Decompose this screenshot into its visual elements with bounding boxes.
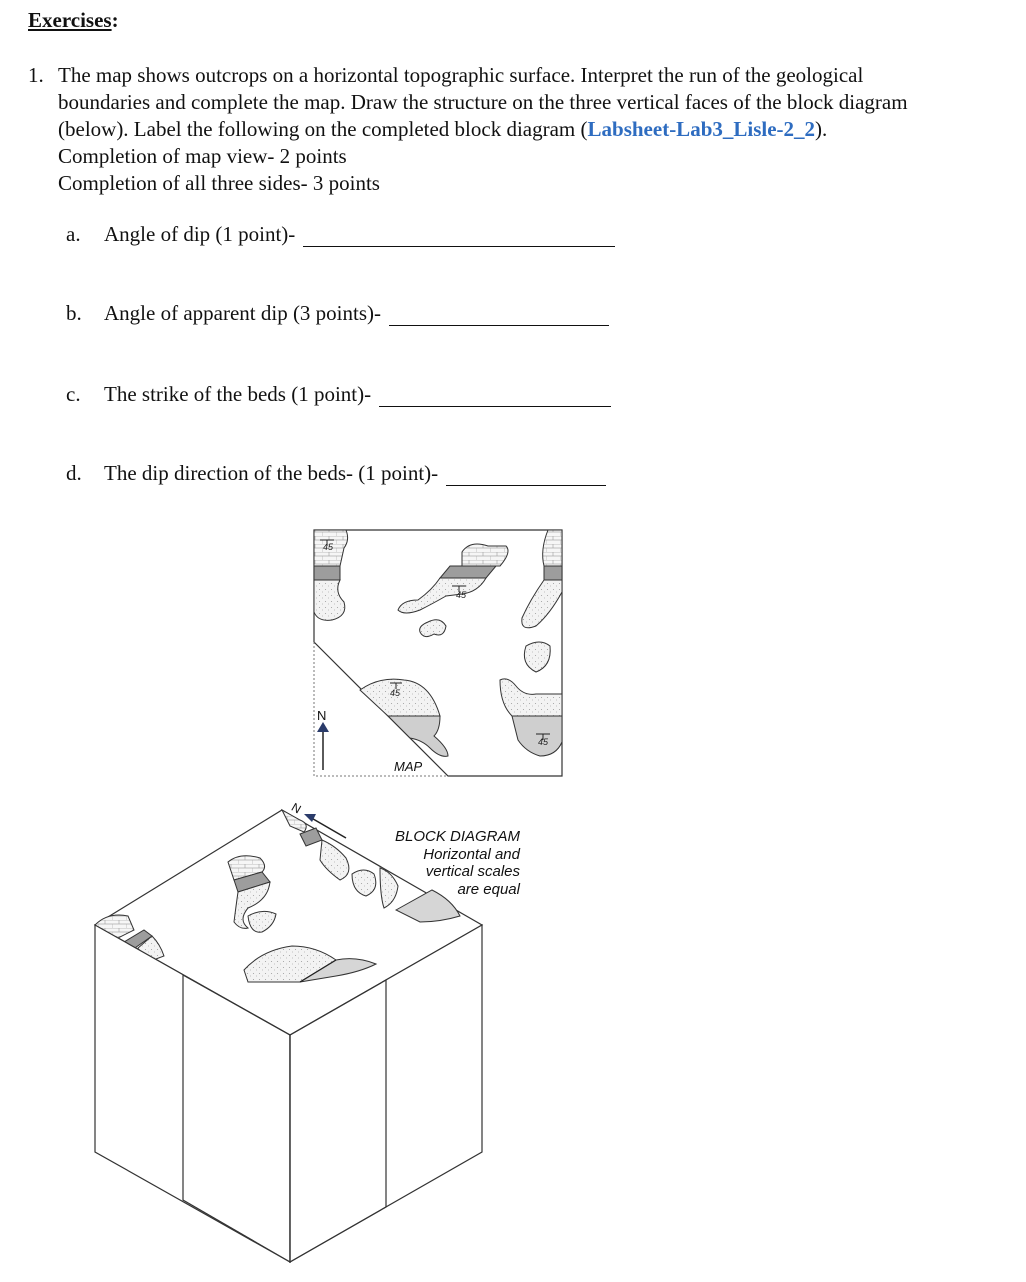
item-letter: a. [66, 222, 81, 246]
heading-colon: : [111, 8, 119, 32]
question-line-2: boundaries and complete the map. Draw the structure on the three vertical faces of the block diagram [58, 90, 908, 114]
dip-label: 45 [390, 688, 401, 698]
item-text: Angle of apparent dip (3 points)- [104, 301, 382, 325]
block-caption-3: are equal [457, 881, 520, 898]
labsheet-link[interactable]: Labsheet-Lab3_Lisle-2_2 [587, 117, 816, 141]
north-arrow-icon [317, 722, 329, 770]
block-north-label: N [289, 799, 304, 817]
item-text: The dip direction of the beds- (1 point)- [104, 461, 439, 485]
exercises-title: Exercises [28, 8, 112, 32]
question-line-4: Completion of map view- 2 points [58, 144, 347, 168]
item-text: The strike of the beds (1 point)- [104, 382, 372, 406]
block-diagram [95, 800, 521, 1262]
geologic-map [314, 530, 562, 776]
question-number: 1. [28, 63, 44, 87]
map-label: MAP [394, 759, 423, 774]
item-letter: c. [66, 382, 81, 406]
question-line-1: The map shows outcrops on a horizontal topographic surface. Interpret the run of the geological [58, 63, 864, 87]
dip-label: 45 [323, 542, 334, 552]
item-letter: d. [66, 461, 82, 485]
block-title: BLOCK DIAGRAM [394, 828, 520, 845]
item-text: Angle of dip (1 point)- [104, 222, 296, 246]
question-line-3-post: ). [815, 117, 828, 141]
block-caption-2: vertical scales [425, 863, 520, 880]
item-letter: b. [66, 301, 82, 325]
dip-label: 45 [538, 737, 549, 747]
question-line-5: Completion of all three sides- 3 points [58, 171, 380, 195]
block-caption-1: Horizontal and [423, 846, 520, 863]
question-line-3-pre: (below). Label the following on the completed block diagram ( [58, 117, 588, 141]
dip-label: 45 [456, 590, 467, 600]
map-north-label: N [317, 708, 327, 723]
